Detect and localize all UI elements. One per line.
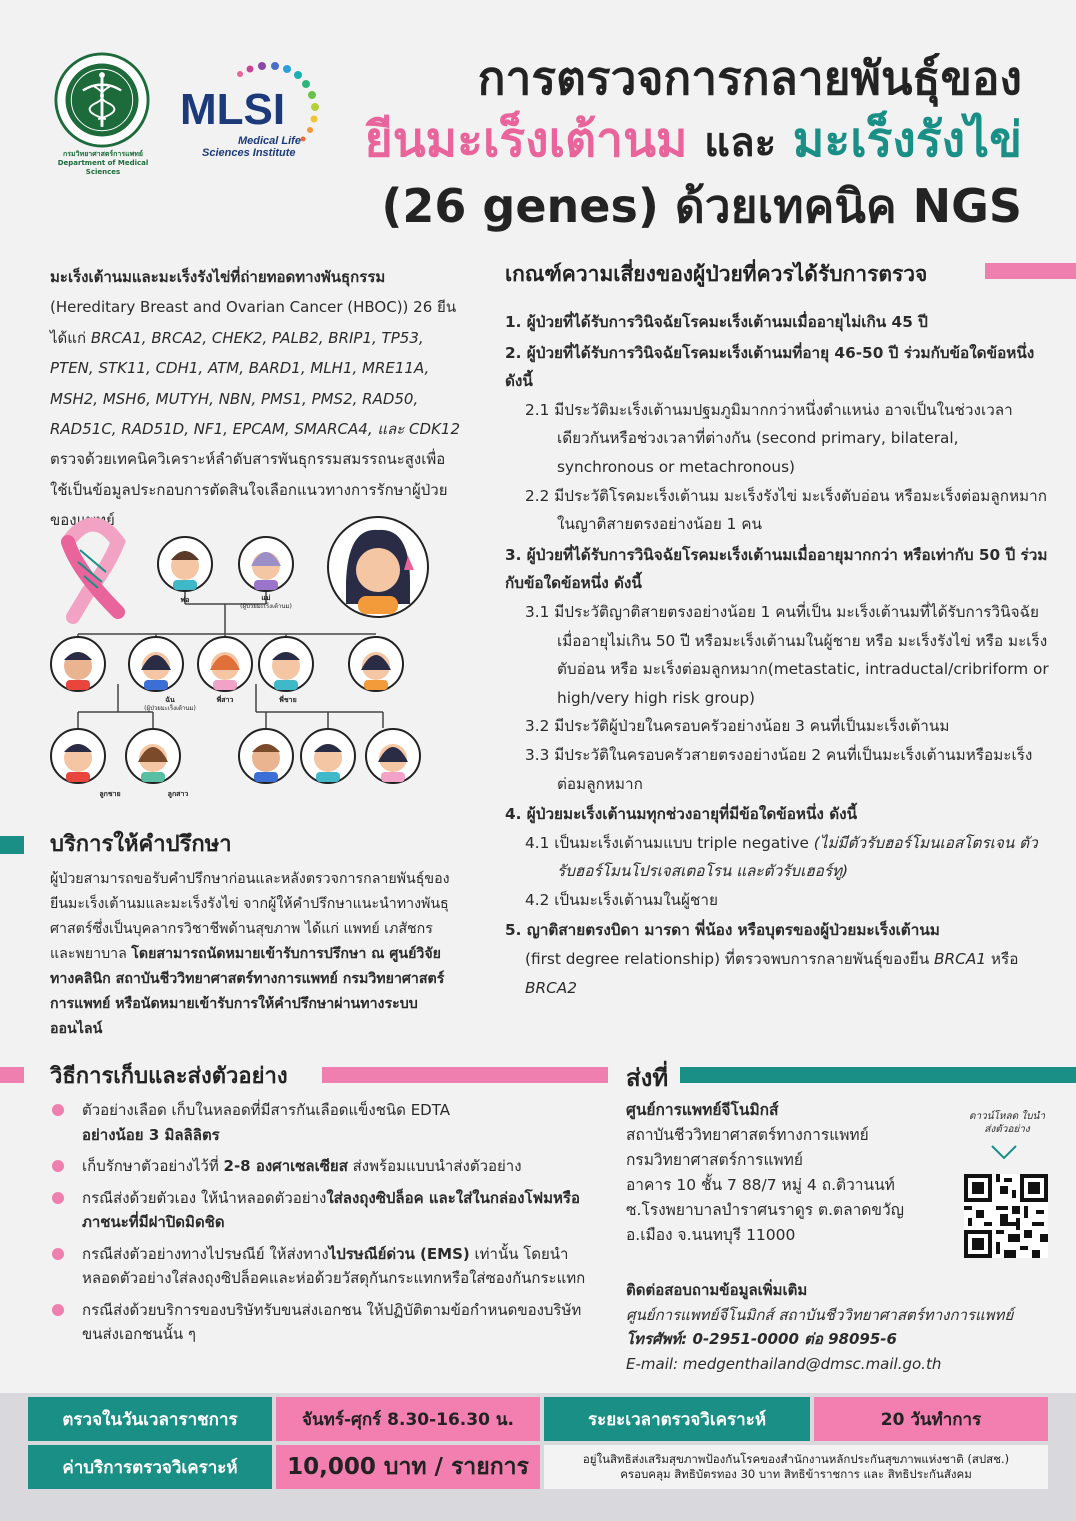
sampling-4b: ไปรษณีย์ด่วน (EMS) bbox=[328, 1244, 470, 1263]
criterion-5-gene2: BRCA2 bbox=[525, 978, 578, 997]
sampling-item-2 bbox=[50, 1154, 590, 1179]
qr-code-icon[interactable] bbox=[964, 1174, 1048, 1258]
send-line-4: อาคาร 10 ชั้น 7 88/7 หมู่ 4 ถ.ติวานนท์ bbox=[626, 1176, 895, 1194]
criterion-3-1: 3.1 มีประวัติญาติสายตรงอย่างน้อย 1 คนที่เป็น มะเร็งเต้านมที่ได้รับการวินิจฉัยเมื่ออายุไม่เกิน 50 ปี หรือมะเร็งเต้านมในผู้ชาย หรือ มะเร็งรังไข่ หรือ มะเร็งตับอ่อน หรือ มะเร็งต่อมลูกหมาก(metastatic, intraductal/cribriform or high/very high risk group) bbox=[525, 602, 1049, 707]
sampling-3a: กรณีส่งด้วยตัวเอง ให้นำหลอดตัวอย่าง bbox=[82, 1188, 327, 1207]
sampling-2b: 2-8 องศาเซลเซียส bbox=[223, 1157, 348, 1175]
sampling-4c: เท่านั้น โดยนำหลอดตัวอย่างใส่ลงถุงซิปล็อคและห่อด้วยวัสดุกันกระแทกหรือใส่ซองกันกระแทก bbox=[82, 1244, 586, 1287]
criterion-4-1 bbox=[505, 829, 1050, 886]
bullet-icon bbox=[52, 1192, 64, 1204]
counselling-heading: บริการให้คำปรึกษา bbox=[50, 832, 232, 857]
contact-line-1: ศูนย์การแพทย์จีโนมิกส์ สถาบันชีววิทยาศาสตร์ทางการแพทย์ bbox=[626, 1305, 1014, 1324]
patient-woman-portrait-icon bbox=[328, 517, 428, 617]
page-title-line1: การตรวจการกลายพันธุ์ของ bbox=[477, 51, 1022, 105]
send-line-3: กรมวิทยาศาสตร์การแพทย์ bbox=[626, 1151, 803, 1169]
counselling-body-bold: โดยสามารถนัดหมายเข้ารับการปรึกษา ณ ศูนย์วิจัยทางคลินิก สถาบันชีววิทยาศาสตร์ทางการแพทย์ กรมวิทยาศาสตร์การแพทย์ หรือนัดหมายเข้ารับการให้คำปรึกษาผ่านทางระบบออนไลน์ bbox=[50, 946, 445, 1037]
label-me: ฉัน bbox=[165, 696, 175, 704]
moph-caption-th: กรมวิทยาศาสตร์การแพทย์ bbox=[63, 150, 143, 158]
mlsi-sub2: Sciences Institute bbox=[202, 147, 296, 159]
bullet-icon bbox=[52, 1304, 64, 1316]
criterion-3: 3. ผู้ป่วยที่ได้รับการวินิจฉัยโรคมะเร็งเต้านมเมื่ออายุมากกว่า หรือเท่ากับ 50 ปี ร่วมกับข้อใดข้อหนึ่ง ดังนี้ bbox=[505, 545, 1048, 593]
send-address bbox=[626, 1098, 956, 1248]
send-line-6: อ.เมือง จ.นนทบุรี 11000 bbox=[626, 1226, 796, 1244]
label-daughter: ลูกสาว bbox=[167, 790, 189, 798]
criterion-1: 1. ผู้ป่วยที่ได้รับการวินิจฉัยโรคมะเร็งเต้านมเมื่ออายุไม่เกิน 45 ปี bbox=[505, 313, 928, 331]
section-accent-bar bbox=[0, 836, 24, 854]
sampling-2c: ส่งพร้อมแบบนำส่งตัวอย่าง bbox=[347, 1157, 522, 1175]
father-avatar-icon bbox=[158, 537, 212, 591]
page-title-line2 bbox=[365, 102, 1022, 178]
send-line-5: ซ.โรงพยาบาลบำราศนราดูร ต.ตลาดขวัญ bbox=[626, 1201, 904, 1219]
contact-block bbox=[626, 1278, 1066, 1376]
cell-turnaround-value: 20 วันทำการ bbox=[814, 1397, 1048, 1441]
criterion-2-2: 2.2 มีประวัติโรคมะเร็งเต้านม มะเร็งรังไข่ มะเร็งตับอ่อน หรือมะเร็งต่อมลูกหมาก ในญาติสายตรงอย่างน้อย 1 คน bbox=[525, 486, 1047, 534]
criteria-list bbox=[505, 306, 1050, 1002]
bullet-icon bbox=[52, 1104, 64, 1116]
label-me-note: (ผู้ป่วยมะเร็งเต้านม) bbox=[144, 705, 196, 712]
sampling-accent-bar-left bbox=[0, 1067, 24, 1083]
intro-tail: ตรวจด้วยเทคนิควิเคราะห์ลำดับสารพันธุกรรมสมรรถนะสูงเพื่อใช้เป็นข้อมูลประกอบการตัดสินใจเลือกแนวทางการรักษาผู้ป่วยของแพทย์ bbox=[50, 450, 448, 530]
sampling-4a: กรณีส่งตัวอย่างทางไปรษณีย์ ให้ส่งทาง bbox=[82, 1244, 329, 1263]
sampling-item-5 bbox=[50, 1298, 590, 1347]
criterion-2-1: 2.1 มีประวัติมะเร็งเต้านมปฐมภูมิมากกว่าหนึ่งตำแหน่ง อาจเป็นในช่วงเวลาเดียวกันหรือช่วงเวลาที่ต่างกัน (second primary, bilateral, synchronous or metachronous) bbox=[525, 400, 1013, 476]
intro-lead: มะเร็งเต้านมและมะเร็งรังไข่ที่ถ่ายทอดทางพันธุกรรม bbox=[50, 268, 386, 286]
son-avatar-icon bbox=[51, 729, 105, 783]
criterion-5-rest bbox=[505, 945, 1050, 1002]
contact-heading: ติดต่อสอบถามข้อมูลเพิ่มเติม bbox=[626, 1281, 808, 1299]
title-ovarian-cancer: มะเร็งรังไข่ bbox=[792, 112, 1022, 168]
ministry-of-public-health-logo bbox=[54, 52, 150, 148]
bullet-icon bbox=[52, 1160, 64, 1172]
sampling-heading: วิธีการเก็บและส่งตัวอย่าง bbox=[50, 1064, 288, 1089]
spouse-avatar-icon bbox=[349, 637, 403, 691]
criterion-2: 2. ผู้ป่วยที่ได้รับการวินิจฉัยโรคมะเร็งเต้านมที่อายุ 46-50 ปี ร่วมกับข้อใดข้อหนึ่ง ดังนี้ bbox=[505, 343, 1035, 391]
info-table bbox=[0, 1393, 1076, 1521]
nephew-avatar-icon bbox=[239, 729, 293, 783]
cell-office-hours-value: จันทร์-ศุกร์ 8.30-16.30 น. bbox=[276, 1397, 540, 1441]
brother-avatar-icon bbox=[259, 637, 313, 691]
sister-avatar-icon bbox=[198, 637, 252, 691]
intro-lead-rest: (Hereditary Breast and Ovarian Cancer (HBOC)) 26 ยีน ได้แก่ bbox=[50, 298, 457, 347]
moph-caption bbox=[44, 150, 162, 177]
sampling-list bbox=[50, 1098, 590, 1354]
send-heading: ส่งที่ bbox=[626, 1064, 669, 1092]
sampling-2a: เก็บรักษาตัวอย่างไว้ที่ bbox=[82, 1157, 224, 1175]
pink-ribbon-icon bbox=[68, 525, 118, 618]
me-avatar-icon bbox=[129, 637, 183, 691]
sampling-1-text: ตัวอย่างเลือด เก็บในหลอดที่มีสารกันเลือดแข็งชนิด EDTA bbox=[82, 1101, 450, 1119]
sampling-5: กรณีส่งด้วยบริการของบริษัทรับขนส่งเอกชน ให้ปฏิบัติตามข้อกำหนดของบริษัทขนส่งเอกชนนั้น ๆ bbox=[82, 1300, 582, 1343]
qr-caption: ดาวน์โหลด ใบนำส่งตัวอย่าง bbox=[968, 1111, 1045, 1135]
criterion-4: 4. ผู้ป่วยมะเร็งเต้านมทุกช่วงอายุที่มีข้อใดข้อหนึ่ง ดังนี้ bbox=[505, 805, 858, 824]
cell-fee-label: ค่าบริการตรวจวิเคราะห์ bbox=[28, 1445, 272, 1489]
mlsi-sub1: Medical Life bbox=[238, 135, 301, 147]
counselling-body: ผู้ป่วยสามารถขอรับคำปรึกษาก่อนและหลังตรวจการกลายพันธุ์ของยีนมะเร็งเต้านมและมะเร็งรังไข่ จากผู้ให้คำปรึกษาแนะนำทางพันธุศาสตร์ซึ่งเป็นบุคลากรวิชาชีพด้านสุขภาพ ได้แก่ แพทย์ เภสัชกร และพยาบาล bbox=[50, 871, 450, 962]
cell-fee-value: 10,000 บาท / รายการ bbox=[276, 1445, 540, 1489]
send-line-2: สถาบันชีววิทยาศาสตร์ทางการแพทย์ bbox=[626, 1126, 869, 1144]
send-center-name: ศูนย์การแพทย์จีโนมิกส์ bbox=[626, 1101, 779, 1119]
bullet-icon bbox=[52, 1248, 64, 1260]
criterion-5-rest-text: (first degree relationship) ที่ตรวจพบการกลายพันธุ์ของยีน bbox=[525, 950, 935, 969]
criterion-5-or: หรือ bbox=[986, 950, 1019, 969]
criterion-4-1-italic: (ไม่มีตัวรับฮอร์โมนเอสโตรเจน ตัวรับฮอร์โมนโปรเจสเตอโรน และตัวรับเฮอร์ทู) bbox=[557, 833, 1038, 881]
mlsi-wordmark: MLSI bbox=[180, 85, 286, 134]
sampling-item-3 bbox=[50, 1186, 590, 1235]
sampling-3b: ใส่ลงถุงซิปล็อค และใส่ในกล่องโฟมหรือภาชนะที่มีฝาปิดมิดชิด bbox=[82, 1188, 580, 1231]
criteria-heading: เกณฑ์ความเสี่ยงของผู้ป่วยที่ควรได้รับการตรวจ bbox=[505, 262, 928, 286]
chevron-down-icon bbox=[990, 1144, 1018, 1160]
page-title-line3: (26 genes) ด้วยเทคนิค NGS bbox=[381, 179, 1022, 233]
title-breast-cancer: ยีนมะเร็งเต้านม bbox=[364, 112, 688, 168]
criteria-accent-bar bbox=[985, 263, 1076, 279]
label-son: ลูกชาย bbox=[99, 790, 121, 798]
label-father: พ่อ bbox=[180, 596, 190, 604]
criterion-5-gene1: BRCA1 bbox=[934, 950, 987, 969]
cell-coverage-note: อยู่ในสิทธิส่งเสริมสุขภาพป้องกันโรคของสำนักงานหลักประกันสุขภาพแห่งชาติ (สปสช.) ครอบคลุม สิทธิบัตรทอง 30 บาท สิทธิข้าราชการ และ สิทธิประกันสังคม bbox=[544, 1445, 1048, 1489]
sampling-accent-bar bbox=[322, 1067, 608, 1083]
criterion-5: 5. ญาติสายตรงบิดา มารดา พี่น้อง หรือบุตรของผู้ป่วยมะเร็งเต้านม bbox=[505, 921, 940, 940]
title-and: และ bbox=[704, 120, 777, 166]
niece-avatar-icon bbox=[366, 729, 420, 783]
criterion-3-3: 3.3 มีประวัติในครอบครัวสายตรงอย่างน้อย 2 คนที่เป็นมะเร็งเต้านมหรือมะเร็งต่อมลูกหมาก bbox=[525, 745, 1033, 793]
mlsi-logo bbox=[178, 60, 338, 160]
cell-turnaround-label: ระยะเวลาตรวจวิเคราะห์ bbox=[544, 1397, 810, 1441]
cell-office-hours-label: ตรวจในวันเวลาราชการ bbox=[28, 1397, 272, 1441]
label-brother: พี่ชาย bbox=[279, 696, 297, 704]
contact-email[interactable]: E-mail: medgenthailand@dmsc.mail.go.th bbox=[626, 1354, 942, 1373]
intro-paragraph bbox=[50, 262, 460, 536]
daughter-avatar-icon bbox=[126, 729, 180, 783]
contact-phone[interactable]: โทรศัพท์: 0-2951-0000 ต่อ 98095-6 bbox=[626, 1330, 897, 1348]
sampling-item-4 bbox=[50, 1242, 590, 1291]
moph-caption-en: Department of Medical Sciences bbox=[57, 159, 149, 176]
counselling-text bbox=[50, 867, 460, 1042]
mother-avatar-icon bbox=[239, 537, 293, 591]
label-mother: แม่ bbox=[261, 594, 271, 602]
label-sister: พี่สาว bbox=[216, 696, 234, 704]
nephew2-avatar-icon bbox=[301, 729, 355, 783]
family-tree-illustration bbox=[48, 512, 468, 812]
criterion-3-2: 3.2 มีประวัติผู้ป่วยในครอบครัวอย่างน้อย 3 คนที่เป็นมะเร็งเต้านม bbox=[525, 717, 950, 736]
label-mother-note: (ผู้ป่วยมะเร็งเต้านม) bbox=[240, 603, 292, 610]
sampling-item-1 bbox=[50, 1098, 590, 1147]
criterion-4-1-text: 4.1 เป็นมะเร็งเต้านมแบบ triple negative bbox=[525, 833, 814, 852]
intro-gene-list: BRCA1, BRCA2, CHEK2, PALB2, BRIP1, TP53, PTEN, STK11, CDH1, ATM, BARD1, MLH1, MRE11A, MSH2, MSH6, MUTYH, NBN, PMS1, PMS2, RAD50, RAD51C, RAD51D, NF1, EPCAM, SMARCA4, และ CDK12 bbox=[50, 328, 460, 439]
criterion-4-2: 4.2 เป็นมะเร็งเต้านมในผู้ชาย bbox=[525, 890, 718, 909]
relative-avatar-icon bbox=[51, 637, 105, 691]
send-accent-bar bbox=[680, 1067, 1076, 1083]
sampling-1-bold: อย่างน้อย 3 มิลลิลิตร bbox=[82, 1125, 220, 1144]
